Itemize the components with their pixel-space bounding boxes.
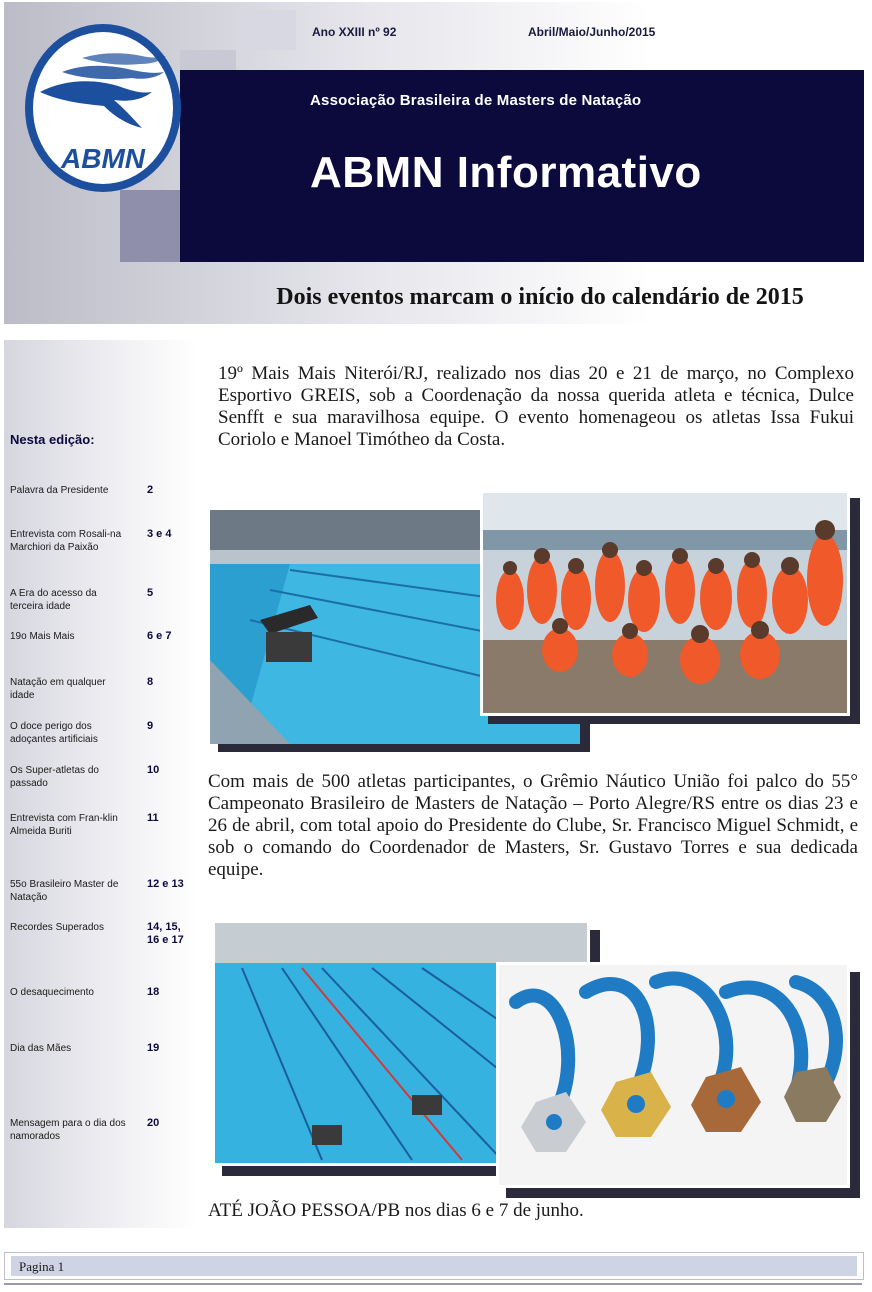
toc-label: A Era do acesso da terceira idade [10,588,97,612]
decor-square [236,10,296,50]
toc-page: 19 [147,1042,160,1054]
issue-date: Abril/Maio/Junho/2015 [528,25,656,39]
title-box [180,70,864,262]
toc-page: 8 [147,676,154,688]
footer-inner [11,1256,857,1276]
abmn-logo [22,20,184,196]
toc-page: 10 [147,764,160,776]
article-paragraph-niteroi: 19º Mais Mais Niterói/RJ, realizado nos dias 20 e 21 de março, no Complexo Esportivo GREIS, sob a Coordenação da nossa querida atleta e técnica, Dulce Senfft e sua maravilhosa equipe. O evento homenageou os atletas Issa Fukui Coriolo e Manoel Timótheo da Costa. [218,363,854,450]
toc-page: 9 [147,720,154,732]
toc-page: 5 [147,587,154,599]
toc-label: Entrevista com Rosali-na Marchiori da Paixão [10,529,122,553]
page-number: Pagina 1 [19,1259,65,1274]
toc-label: Entrevista com Fran-klin Almeida Buriti [10,813,118,837]
photo-team-group [480,490,850,716]
newsletter-title: ABMN Informativo [310,148,702,197]
toc-page: 11 [147,812,159,824]
toc-page: 3 e 4 [147,528,172,540]
article-paragraph-joao-pessoa: ATÉ JOÃO PESSOA/PB nos dias 6 e 7 de junho. [208,1200,584,1221]
toc-label: 55o Brasileiro Master de Natação [10,879,119,903]
article-paragraph-porto-alegre: Com mais de 500 atletas participantes, o Grêmio Náutico União foi palco do 55° Campeonato Brasileiro de Masters de Natação – Porto Alegre/RS entre os dias 23 e 26 de abril, com total apoio do Presidente do Clube, Sr. Francisco Miguel Schmidt, e sob o comando do Coordenador de Masters, Sr. Gustavo Torres e sua dedicada equipe. [208,771,858,880]
issue-number: Ano XXIII nº 92 [312,25,397,39]
toc-label: Dia das Mães [10,1043,72,1054]
toc-label: Recordes Superados [10,922,104,933]
toc-label: O desaquecimento [10,987,94,998]
logo-text: ABMN [61,143,145,174]
toc-label: Os Super-atletas do passado [10,765,99,789]
toc-page: 20 [147,1117,160,1129]
toc-page: 18 [147,986,160,998]
toc-label: Palavra da Presidente [10,485,109,496]
toc-label: Natação em qualquer idade [10,677,106,701]
footer-divider [4,1283,862,1285]
toc-page: 6 e 7 [147,630,172,642]
decor-square [120,190,180,262]
association-name: Associação Brasileira de Masters de Natação [310,92,642,109]
toc-label: O doce perigo dos adoçantes artificiais [10,721,98,745]
photo-medals [496,962,850,1188]
toc-page: 14, 15, 16 e 17 [147,921,184,946]
toc-title: Nesta edição: [10,432,95,447]
toc-label: 19o Mais Mais [10,631,75,642]
headline: Dois eventos marcam o início do calendário de 2015 [276,284,804,310]
toc-page: 2 [147,484,154,496]
toc-page: 12 e 13 [147,878,184,890]
toc-label: Mensagem para o dia dos namorados [10,1118,126,1142]
footer-bar [4,1252,864,1280]
